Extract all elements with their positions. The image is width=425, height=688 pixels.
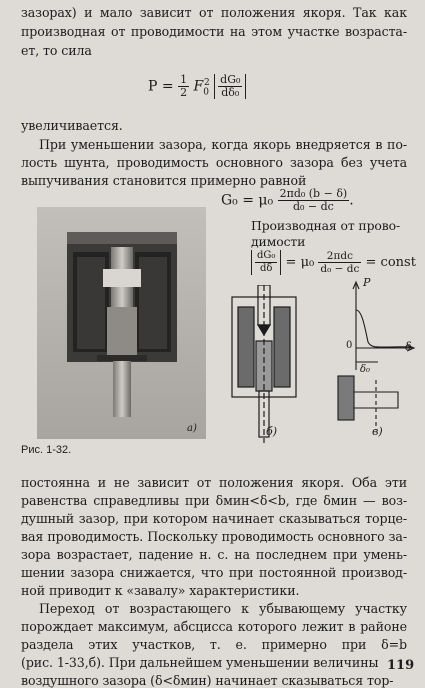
text-line: воздушного зазора (δ<δмин) начинает сказываться тор- [21, 673, 394, 688]
text-line: шении зазора снижается, что при постоянной производ- [21, 565, 407, 580]
text-line: порождает максимум, абсцисса которого лежит в районе [21, 619, 407, 634]
text-line: (рис. 1-33,б). При дальнейшем уменьшении величины [21, 655, 379, 670]
text-line: производная от проводимости на этом участке возраста- [21, 24, 407, 39]
delta0-label: δ₀ [360, 364, 371, 375]
page-number: 119 [387, 658, 415, 673]
text-line: зора возрастает, падение н. с. на последнем при умень- [21, 547, 407, 562]
text-line: выпучивания становится примерно равной [21, 173, 307, 188]
text-line: вая проводимость. Поскольку проводимость основного за- [21, 529, 407, 544]
derivative-formula: $\frac{\text{dG₀}}{d\delta}$ = μ₀ $\frac{\text{2πdc}}{\text{d₀ − dc}}$ = const [251, 250, 416, 275]
figure-label-b: б) [266, 425, 278, 438]
text-line: ет, то сила [21, 43, 92, 58]
photo-electromagnet [37, 207, 206, 439]
text-line: лость шунта, проводимость основного зазора без учета [21, 155, 407, 170]
text-line: равенства справедливы при δмин<δ<b, где δмин — воз- [21, 493, 407, 508]
text-line: постоянна и не зависит от положения якоря. Оба эти [21, 475, 407, 490]
axis-label-delta: δ [405, 340, 412, 353]
side-text: димости [251, 234, 306, 249]
force-formula: P = $\frac{1}{2}$ $F_0^2$ $\frac{\text{dG₀}}{\text{dδ₀}}$ [148, 74, 246, 99]
text-line: Переход от возрастающего к убывающему участку [39, 601, 407, 616]
text-line: При уменьшении зазора, когда якорь внедряется в по- [39, 137, 407, 152]
text-line: душный зазор, при котором начинает сказываться торце- [21, 511, 407, 526]
figure-caption: Рис. 1-32. [21, 444, 72, 456]
text-line: раздела этих участков, т. е. примерно при δ=b [21, 637, 407, 652]
text-line: увеличивается. [21, 118, 123, 133]
side-text: Производная от прово- [251, 218, 401, 233]
figure-label-a: а) [187, 423, 197, 434]
text-line: ной приводит к «завалу» характеристики. [21, 583, 300, 598]
axis-zero: 0 [346, 340, 353, 351]
axis-label-p: P [363, 276, 371, 289]
cross-section-drawing [228, 285, 300, 445]
one-half-fraction: $\frac{1}{2}$ [180, 73, 188, 99]
absolute-value: $\frac{\text{dG₀}}{\text{dδ₀}}$ [214, 74, 246, 99]
text-line: зазорах) и мало зависит от положения якоря. Так как [21, 5, 407, 20]
figure-label-v: в) [372, 425, 383, 438]
conductance-formula: G₀ = μ₀ $\frac{\text{2πd₀ (b − δ)}}{\text{d₀ − dc}}$ . [221, 187, 354, 213]
